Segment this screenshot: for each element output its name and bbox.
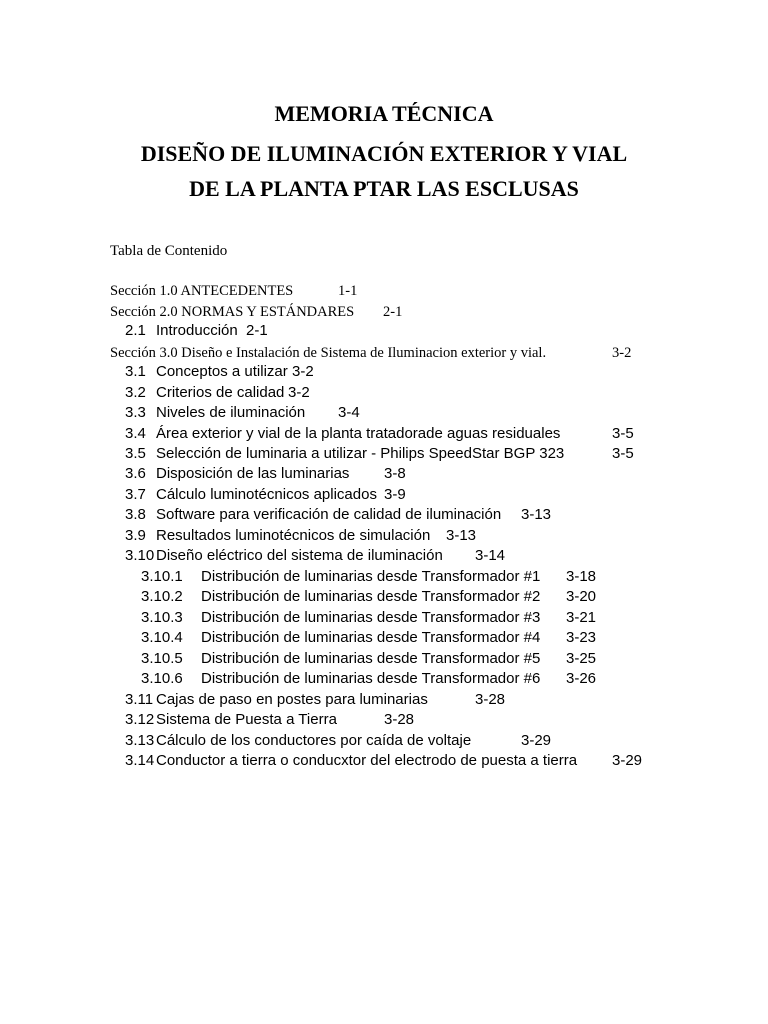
- toc-entry-number: 3.1: [125, 363, 146, 380]
- toc-entry-number: 3.3: [125, 404, 146, 421]
- toc-entry-text: Resultados luminotécnicos de simulación: [156, 527, 431, 544]
- toc-entry-text: Distribución de luminarias desde Transformador #6: [201, 670, 541, 687]
- toc-entry-text: Sección 3.0 Diseño e Instalación de Sistema de Iluminacion exterior y vial.: [110, 345, 547, 361]
- toc-entry-number: 3.10.1: [141, 568, 183, 585]
- toc-entry-number: 3.10.4: [141, 629, 183, 646]
- toc-entry-text: Cálculo de los conductores por caída de voltaje: [156, 732, 472, 749]
- toc-entry-number: 3.7: [125, 486, 146, 503]
- toc-entry-page: 2-1: [383, 304, 403, 320]
- toc-entry-page: 3-5: [612, 425, 634, 442]
- toc-entry-page: 3-13: [521, 506, 552, 523]
- toc-entry-text: Criterios de calidad: [156, 384, 285, 401]
- toc-entry-text: Sección 1.0 ANTECEDENTES: [110, 283, 294, 299]
- toc-entry-page: 3-21: [566, 609, 597, 626]
- toc-entry-number: 3.14: [125, 752, 155, 769]
- toc-entry-page: 3-2: [288, 384, 310, 401]
- toc-entry-text: Diseño eléctrico del sistema de iluminación: [156, 547, 443, 564]
- toc-entry-text: Disposición de las luminarias: [156, 465, 350, 482]
- toc-entry-text: Distribución de luminarias desde Transformador #4: [201, 629, 541, 646]
- toc-entry-text: Cajas de paso en postes para luminarias: [156, 691, 428, 708]
- toc-entry-text: Selección de luminaria a utilizar - Philips SpeedStar BGP 323: [156, 445, 565, 462]
- toc-entry-page: 2-1: [246, 322, 268, 339]
- toc-entry-number: 3.10: [125, 547, 155, 564]
- toc-entry-page: 3-18: [566, 568, 597, 585]
- toc-entry-number: 3.9: [125, 527, 146, 544]
- toc-entry-text: Distribución de luminarias desde Transformador #3: [201, 609, 541, 626]
- toc-entry-number: 2.1: [125, 322, 146, 339]
- toc-entry-text: Software para verificación de calidad de iluminación: [156, 506, 502, 523]
- toc-entry-page: 3-8: [384, 465, 406, 482]
- toc-entry-text: Sistema de Puesta a Tierra: [156, 711, 337, 728]
- toc-entry-text: Cálculo luminotécnicos aplicados: [156, 486, 377, 503]
- document-title-line-3: DE LA PLANTA PTAR LAS ESCLUSAS: [189, 176, 579, 201]
- toc-entry-page: 3-4: [338, 404, 360, 421]
- toc-entry-text: Niveles de iluminación: [156, 404, 306, 421]
- toc-entry-page: 3-28: [475, 691, 506, 708]
- toc-entry-text: Distribución de luminarias desde Transformador #2: [201, 588, 541, 605]
- toc-entry-page: 3-23: [566, 629, 597, 646]
- toc-entry-page: 3-2: [612, 345, 632, 361]
- toc-entry-number: 3.12: [125, 711, 155, 728]
- toc-entry-page: 3-29: [521, 732, 552, 749]
- toc-heading: Tabla de Contenido: [110, 243, 228, 259]
- document-title-line-1: MEMORIA TÉCNICA: [274, 101, 494, 126]
- toc-entry-number: 3.10.3: [141, 609, 183, 626]
- toc-entry-number: 3.10.2: [141, 588, 183, 605]
- toc-entry-page: 3-20: [566, 588, 597, 605]
- toc-entry-number: 3.10.6: [141, 670, 183, 687]
- toc-entry-page: 3-13: [446, 527, 477, 544]
- toc-entry-text: Área exterior y vial de la planta tratadorade aguas residuales: [156, 425, 561, 442]
- toc-entry-page: 3-14: [475, 547, 506, 564]
- toc-entry-number: 3.6: [125, 465, 146, 482]
- toc-entry-text: Sección 2.0 NORMAS Y ESTÁNDARES: [110, 304, 355, 320]
- toc-entry-number: 3.10.5: [141, 650, 183, 667]
- toc-entry-text: Distribución de luminarias desde Transformador #5: [201, 650, 541, 667]
- toc-entry-number: 3.4: [125, 425, 146, 442]
- toc-entry-number: 3.2: [125, 384, 146, 401]
- toc-entry-page: 1-1: [338, 283, 358, 299]
- toc-entry-page: 3-9: [384, 486, 406, 503]
- toc-entry-number: 3.5: [125, 445, 146, 462]
- document-title-line-2: DISEÑO DE ILUMINACIÓN EXTERIOR Y VIAL: [140, 141, 628, 166]
- toc-entry-number: 3.11: [125, 691, 154, 708]
- toc-entry-number: 3.8: [125, 506, 146, 523]
- toc-entry-number: 3.13: [125, 732, 155, 749]
- toc-entry-page: 3-25: [566, 650, 597, 667]
- toc-entry-page: 3-28: [384, 711, 415, 728]
- toc-entry-page: 3-26: [566, 670, 597, 687]
- toc-entry-text: Distribución de luminarias desde Transformador #1: [201, 568, 541, 585]
- toc-entry-page: 3-5: [612, 445, 634, 462]
- toc-entry-page: 3-29: [612, 752, 643, 769]
- toc-entry-text: Introducción: [156, 322, 238, 339]
- toc-entry-text: Conceptos a utilizar: [156, 363, 288, 380]
- toc-entry-page: 3-2: [292, 363, 314, 380]
- toc-entry-text: Conductor a tierra o conducxtor del electrodo de puesta a tierra: [156, 752, 578, 769]
